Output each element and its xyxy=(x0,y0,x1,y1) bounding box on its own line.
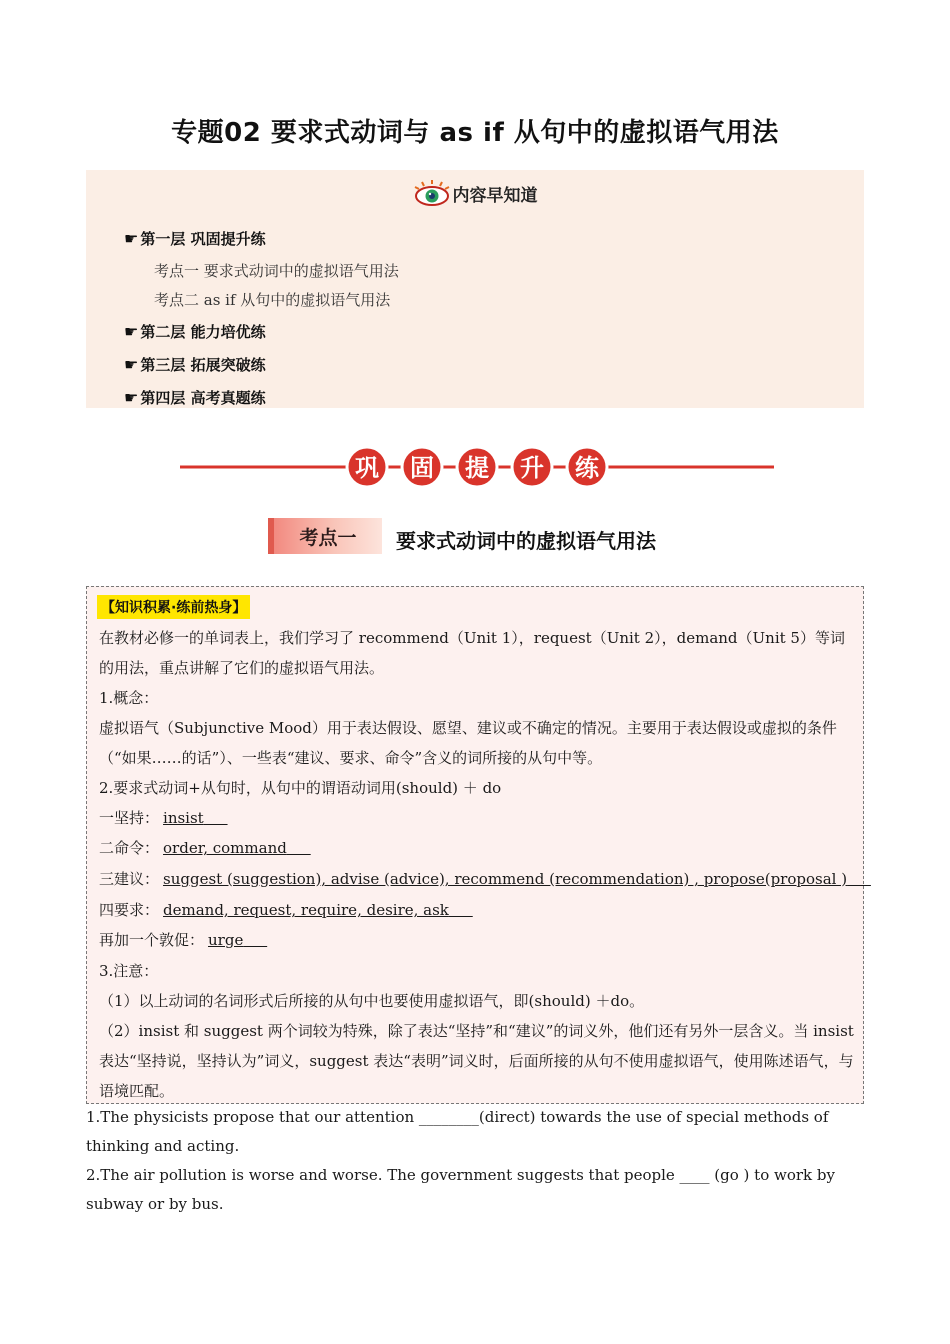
concept-heading: 1.概念： xyxy=(99,689,159,707)
section-banner xyxy=(180,445,774,493)
verb-row-order: 二命令： order, command xyxy=(99,833,855,863)
section-tag: 考点一 xyxy=(268,518,382,554)
question-2: 2.The air pollution is worse and worse. The government suggests that people ____ (go ) to work by subway or by bus. xyxy=(86,1166,835,1213)
toc-layer-3[interactable]: ☛ 第三层 拓展突破练 xyxy=(124,355,266,374)
answer-blank: order, command xyxy=(163,839,287,857)
toc-subitem-1[interactable]: 考点一 要求式动词中的虚拟语气用法 xyxy=(154,262,399,280)
section-title: 要求式动词中的虚拟语气用法 xyxy=(396,529,656,553)
contents-heading: 内容早知道 xyxy=(452,185,538,206)
question-1: 1.The physicists propose that our attention ________(direct) towards the use of special methods of thinking and acting. xyxy=(86,1108,829,1155)
verb-row-urge: 再加一个敦促： urge xyxy=(99,925,855,955)
answer-blank: urge xyxy=(208,931,244,949)
eye-icon xyxy=(413,179,451,207)
toc-subitem-2[interactable]: 考点二 as if 从句中的虚拟语气用法 xyxy=(154,291,391,309)
toc-layer-1[interactable]: ☛ 第一层 巩固提升练 xyxy=(124,229,266,248)
banner-char-1 xyxy=(347,447,387,487)
pointing-hand-icon: ☛ xyxy=(124,322,139,341)
toc-layer-2[interactable]: ☛ 第二层 能力培优练 xyxy=(124,322,266,341)
verb-row-insist: 一坚持： insist xyxy=(99,803,855,833)
rule-heading: 2.要求式动词+从句时，从句中的谓语动词用(should) ＋ do xyxy=(99,779,502,797)
svg-text:练: 练 xyxy=(575,454,599,482)
answer-blank: demand, request, require, desire, ask xyxy=(163,901,449,919)
note-2: （2）insist 和 suggest 两个词较为特殊，除了表达“坚持”和“建议”的词义外，他们还有另外一层含义。当 insist 表达“坚持说，坚持认为”词义，suggest 表达“表明”词义时，后面所接的从句不使用虚拟语气，使用陈述语气，与语境匹配。 xyxy=(99,1022,854,1100)
banner-char-4 xyxy=(512,447,552,487)
svg-text:固: 固 xyxy=(410,454,434,482)
page-title: 专题02 要求式动词与 as if 从句中的虚拟语气用法 xyxy=(171,118,779,148)
svg-text:提: 提 xyxy=(465,454,489,482)
knowledge-box xyxy=(86,586,864,1104)
verb-row-suggest: 三建议： suggest (suggestion), advise (advice), recommend (recommendation) , propose(proposal ) xyxy=(99,864,855,894)
svg-text:升: 升 xyxy=(520,454,544,482)
banner-char-5 xyxy=(567,447,607,487)
concept-text: 虚拟语气（Subjunctive Mood）用于表达假设、愿望、建议或不确定的情况。主要用于表达假设或虚拟的条件（“如果……的话”）、一些表“建议、要求、命令”含义的词所接的从句中等。 xyxy=(99,719,837,767)
pointing-hand-icon: ☛ xyxy=(124,355,139,374)
banner-char-3 xyxy=(457,447,497,487)
pointing-hand-icon: ☛ xyxy=(124,388,139,407)
note-1: （1）以上动词的名词形式后所接的从句中也要使用虚拟语气，即(should) ＋do。 xyxy=(99,992,645,1010)
knowledge-tag: 【知识积累·练前热身】 xyxy=(97,595,250,619)
pointing-hand-icon: ☛ xyxy=(124,229,139,248)
note-heading: 3.注意： xyxy=(99,962,159,980)
banner-char-2 xyxy=(402,447,442,487)
contents-overview xyxy=(86,170,864,408)
verb-row-demand: 四要求： demand, request, require, desire, ask xyxy=(99,895,855,925)
toc-layer-4[interactable]: ☛ 第四层 高考真题练 xyxy=(124,388,266,407)
knowledge-intro: 在教材必修一的单词表上，我们学习了 recommend（Unit 1），request（Unit 2），demand（Unit 5）等词的用法，重点讲解了它们的虚拟语气用法。 xyxy=(99,629,845,677)
answer-blank: insist xyxy=(163,809,204,827)
answer-blank: suggest (suggestion), advise (advice), recommend (recommendation) , propose(proposal ) xyxy=(163,870,848,888)
contents-header xyxy=(86,178,864,208)
svg-text:巩: 巩 xyxy=(355,454,379,482)
